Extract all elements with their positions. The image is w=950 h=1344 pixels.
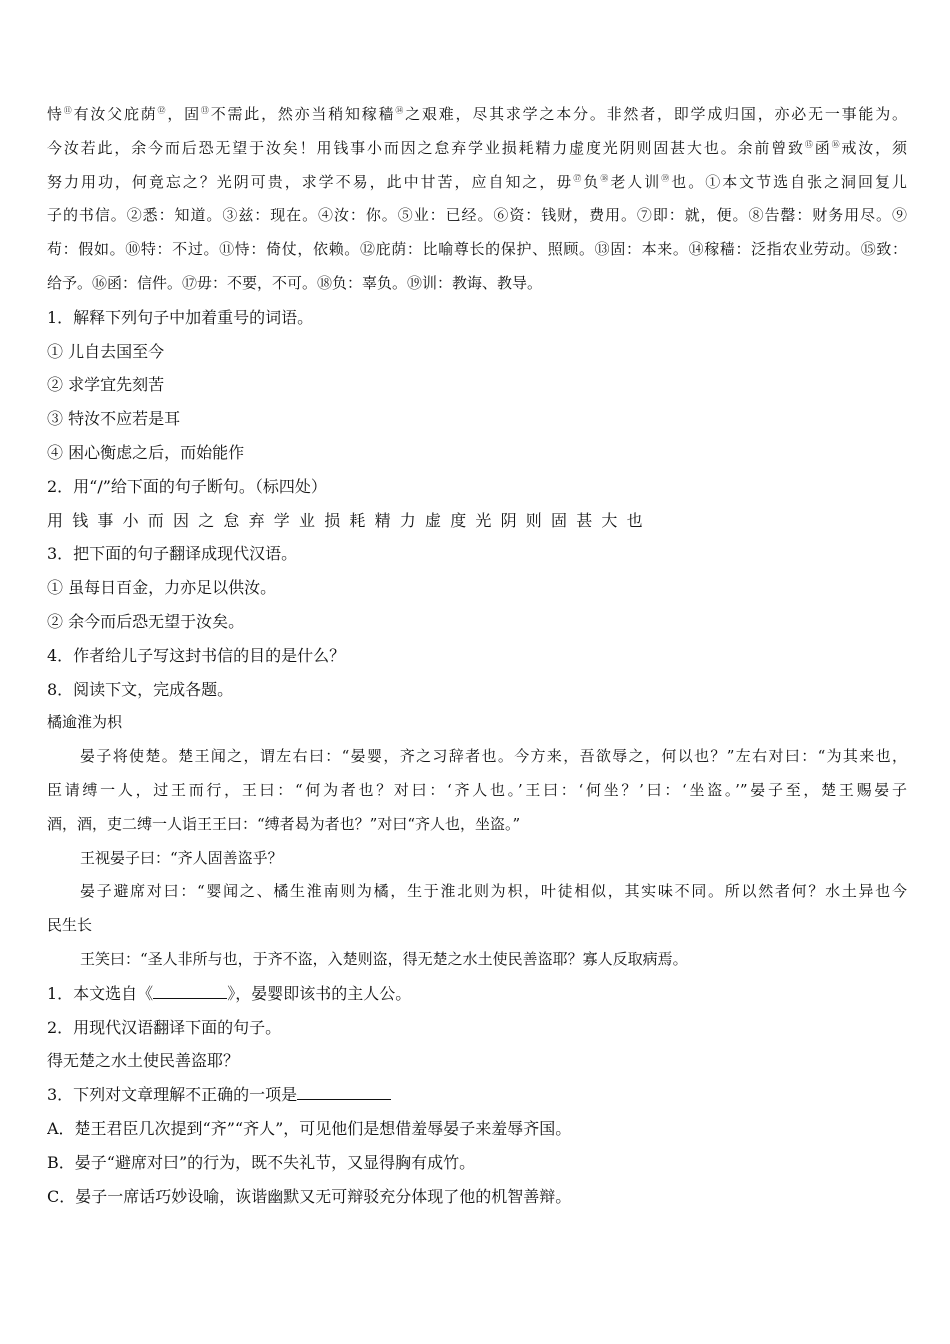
text: 之艰难，尽其求学之本分。非然者，即学成归国，亦必无一事能为。 <box>405 105 907 123</box>
passage-line-2 <box>47 132 907 166</box>
question-1-item-2: ② 求学宜先刻苦 <box>47 375 165 395</box>
passage-line-3 <box>47 166 907 200</box>
answer-blank[interactable] <box>297 1085 391 1100</box>
answer-blank[interactable] <box>153 984 227 999</box>
passage-notes-line-3: 给予。⑯函：信件。⑰毋：不要，不可。⑱负：辜负。⑲训：教诲、教导。 <box>47 273 543 292</box>
story-paragraph-2: 王视晏子曰：“齐人固善盗乎？ <box>80 848 283 867</box>
question-1-item-3: ③ 特汝不应若是耳 <box>47 409 181 429</box>
question-8-2: 2．用现代汉语翻译下面的句子。 <box>47 1017 282 1037</box>
question-1: 1．解释下列句子中加着重号的词语。 <box>47 307 314 327</box>
option-b: B．晏子“避席对曰”的行为，既不失礼节，又显得胸有成竹。 <box>47 1152 476 1172</box>
question-1-item-4: ④ 困心衡虑之后，而始能作 <box>47 442 245 462</box>
questions-group-8 <box>47 977 907 1214</box>
text: 努力用功，何竟忘之？光阴可贵，求学不易，此中甘苦，应自知之，毋 <box>47 172 574 191</box>
question-2-sentence: 用钱事小而因之怠弃学业损耗精力虚度光阴则固甚大也 <box>47 510 652 530</box>
footnote-mark: ⑰ <box>573 173 584 183</box>
text: 老人训 <box>610 172 662 191</box>
footnote-mark: ⑫ <box>157 106 168 115</box>
footnote-mark: ⑱ <box>600 173 611 183</box>
text: 1．本文选自《 <box>47 983 154 1003</box>
section-heading: 8．阅读下文，完成各题。 <box>47 679 234 699</box>
option-a: A．楚王君臣几次提到“齐”“齐人”，可见他们是想借羞辱晏子来羞辱齐国。 <box>47 1118 572 1138</box>
story-paragraph-3-line-2: 民生长 <box>47 916 93 935</box>
passage-notes-line-2: 苟：假如。⑩特：不过。⑪恃：倚仗，依赖。⑫庇荫：比喻尊长的保护、照顾。⑬固：本来。⑭稼穑：泛指农业劳动。⑮致： <box>47 240 907 259</box>
question-8-2-sentence: 得无楚之水土使民善盗耶？ <box>47 1051 240 1071</box>
text: 今汝若此，余今而后恐无望于汝矣！用钱事小而因之怠弃学业损耗精力虚度光阴则固甚大也。余前曾致 <box>47 138 805 157</box>
passage-line-1 <box>47 98 907 132</box>
question-3-item-2: ② 余今而后恐无望于汝矣。 <box>47 611 245 631</box>
question-3-item-1: ① 虽每日百金，力亦足以供汝。 <box>47 578 277 598</box>
footnote-mark: ⑮ <box>804 139 815 149</box>
question-1-item-1: ① 儿自去国至今 <box>47 341 165 361</box>
passage-notes-line-1: 子的书信。②悉：知道。③兹：现在。④汝：你。⑤业：已经。⑥资：钱财，费用。⑦即：就，便。⑧告罄：财务用尽。⑨ <box>47 206 907 225</box>
document-page <box>47 98 907 1213</box>
text: 有汝父庇荫 <box>73 105 158 123</box>
footnote-mark: ⑪ <box>63 106 74 115</box>
text: 负 <box>583 172 601 191</box>
story-paragraph-1-line-1: 晏子将使楚。楚王闻之，谓左右曰：“晏婴，齐之习辞者也。今方来，吾欲辱之，何以也？”左右对曰：“为其来也， <box>80 747 907 766</box>
footnote-mark: ⑬ <box>200 106 211 115</box>
footnote-mark: ⑭ <box>395 106 406 115</box>
text: ，固 <box>167 105 201 123</box>
question-3: 3．把下面的句子翻译成现代汉语。 <box>47 544 298 564</box>
text: 戒汝，须 <box>841 138 907 157</box>
text: 3．下列对文章理解不正确的一项是 <box>47 1085 298 1105</box>
text: 不需此，然亦当稍知稼穑 <box>210 105 396 123</box>
text: 函 <box>814 138 832 157</box>
footnote-mark: ⑲ <box>661 173 672 183</box>
story-paragraph-4: 王笑曰：“圣人非所与也，于齐不盗，入楚则盗，得无楚之水土使民善盗耶？寡人反取病焉。 <box>80 949 688 968</box>
story-paragraph-1-line-3: 酒，酒，吏二缚一人诣王王曰：“缚者曷为者也？”对曰“齐人也，坐盗。” <box>47 814 521 833</box>
text: 恃 <box>47 105 64 123</box>
footnote-mark: ⑯ <box>831 139 842 149</box>
text: 》，晏婴即该书的主人公。 <box>227 983 412 1003</box>
question-4: 4．作者给儿子写这封书信的目的是什么？ <box>47 645 346 665</box>
question-2: 2．用“/”给下面的句子断句。（标四处） <box>47 476 327 496</box>
story-paragraph-1-line-2: 臣请缚一人，过王而行，王曰：“何为者也？对曰：‘齐人也。’王曰：‘何坐？’曰：‘坐盗。’”晏子至，楚王赐晏子 <box>47 780 907 799</box>
section-8 <box>47 673 907 977</box>
questions-group-1 <box>47 301 907 673</box>
option-c: C．晏子一席话巧妙设喻，诙谐幽默又无可辩驳充分体现了他的机智善辩。 <box>47 1186 572 1206</box>
text: 也。①本文节选自张之洞回复儿 <box>671 172 907 191</box>
story-paragraph-3-line-1: 晏子避席对曰：“婴闻之、橘生淮南则为橘，生于淮北则为枳，叶徒相似，其实味不同。所以然者何？水土异也今 <box>80 882 907 901</box>
passage-title: 橘逾淮为枳 <box>47 713 123 732</box>
question-8-1 <box>47 977 907 1011</box>
question-8-3 <box>47 1078 907 1112</box>
passage-letter <box>47 98 907 301</box>
